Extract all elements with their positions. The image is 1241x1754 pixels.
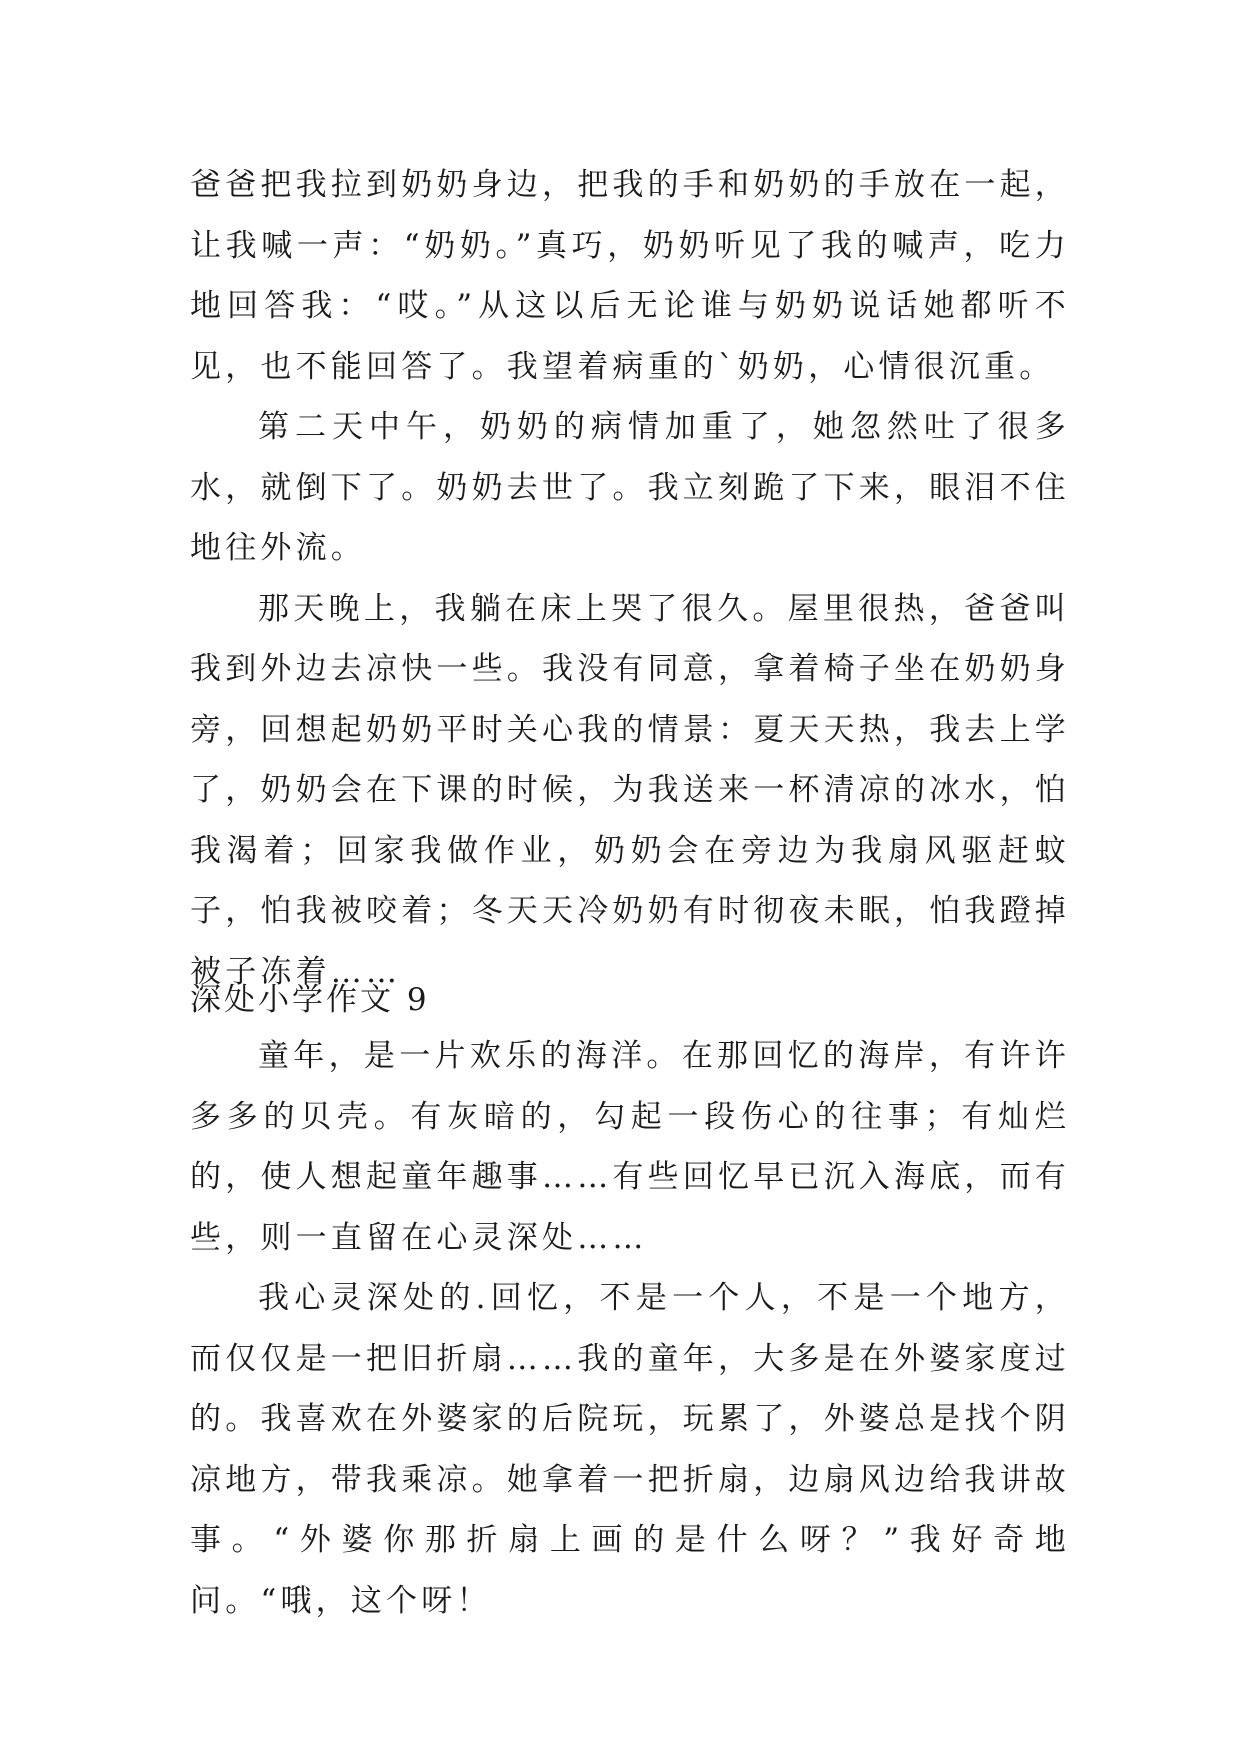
paragraph: 童年，是一片欢乐的海洋。在那回忆的海岸，有许许多多的贝壳。有灰暗的，勾起一段伤心的往事；有灿烂的，使人想起童年趣事……有些回忆早已沉入海底，而有些，则一直留在心灵深处…… (190, 1038, 1070, 1256)
paragraph: 爸爸把我拉到奶奶身边，把我的手和奶奶的手放在一起，让我喊一声：“奶奶。”真巧，奶奶听见了我的喊声，吃力地回答我：“哎。”从这以后无论谁与奶奶说话她都听不见，也不能回答了。我望着病重的`奶奶，心情很沉重。 (190, 167, 1070, 385)
essay-section-a (190, 155, 1070, 1002)
paragraph: 第二天中午，奶奶的病情加重了，她忽然吐了很多水，就倒下了。奶奶去世了。我立刻跪了下来，眼泪不住地往外流。 (190, 409, 1070, 566)
essay-section-b (190, 1026, 1070, 1631)
paragraph: 那天晚上，我躺在床上哭了很久。屋里很热，爸爸叫我到外边去凉快一些。我没有同意，拿着椅子坐在奶奶身旁，回想起奶奶平时关心我的情景：夏天天热，我去上学了，奶奶会在下课的时候，为我送来一杯清凉的冰水，怕我渴着；回家我做作业，奶奶会在旁边为我扇风驱赶蚊子，怕我被咬着；冬天天冷奶奶有时彻夜未眠，怕我蹬掉被子冻着…… (190, 590, 1070, 990)
paragraph: 我心灵深处的.回忆，不是一个人，不是一个地方，而仅仅是一把旧折扇……我的童年，大多是在外婆家度过的。我喜欢在外婆家的后院玩，玩累了，外婆总是找个阴凉地方，带我乘凉。她拿着一把折扇，边扇风边给我讲故事。“外婆你那折扇上画的是什么呀？”我好奇地问。“哦，这个呀！ (190, 1280, 1070, 1619)
section-heading: 深处小学作文 9 (190, 982, 430, 1018)
